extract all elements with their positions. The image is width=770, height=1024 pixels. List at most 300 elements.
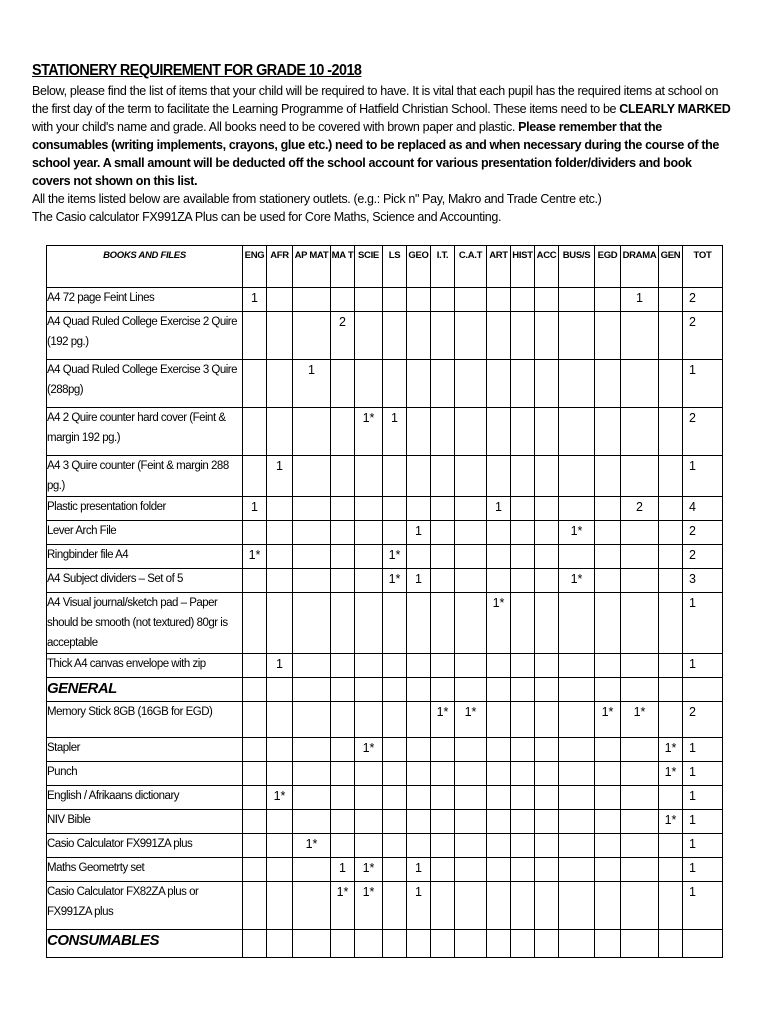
total-cell: 2: [683, 702, 723, 738]
table-row: [47, 312, 723, 360]
quantity-cell: [595, 497, 621, 521]
column-header: TOT: [683, 246, 723, 288]
quantity-cell: [511, 408, 535, 456]
quantity-cell: 1: [407, 569, 431, 593]
quantity-cell: [355, 288, 383, 312]
item-name: A4 Subject dividers – Set of 5: [47, 569, 243, 593]
quantity-cell: [267, 569, 293, 593]
quantity-cell: [383, 360, 407, 408]
quantity-cell: [595, 521, 621, 545]
quantity-cell: [431, 593, 455, 654]
total-cell: 1: [683, 456, 723, 497]
quantity-cell: [487, 762, 511, 786]
quantity-cell: [383, 882, 407, 930]
quantity-cell: [383, 858, 407, 882]
empty-cell: [621, 930, 659, 958]
quantity-cell: [595, 456, 621, 497]
quantity-cell: [455, 786, 487, 810]
empty-cell: [455, 930, 487, 958]
quantity-cell: [595, 545, 621, 569]
quantity-cell: [455, 593, 487, 654]
quantity-cell: 1*: [559, 521, 595, 545]
section-label: CONSUMABLES: [47, 930, 243, 958]
quantity-cell: 1: [267, 456, 293, 497]
quantity-cell: [293, 858, 331, 882]
quantity-cell: [595, 593, 621, 654]
quantity-cell: [595, 882, 621, 930]
quantity-cell: [487, 521, 511, 545]
quantity-cell: [383, 497, 407, 521]
item-name: Punch: [47, 762, 243, 786]
quantity-cell: [659, 497, 683, 521]
empty-cell: [511, 678, 535, 702]
column-header: MA T: [331, 246, 355, 288]
quantity-cell: [455, 834, 487, 858]
quantity-cell: [559, 654, 595, 678]
item-name: Stapler: [47, 738, 243, 762]
empty-cell: [431, 678, 455, 702]
quantity-cell: [621, 858, 659, 882]
empty-cell: [595, 930, 621, 958]
quantity-cell: [659, 834, 683, 858]
quantity-cell: 1*: [659, 810, 683, 834]
quantity-cell: 1*: [355, 858, 383, 882]
quantity-cell: [331, 288, 355, 312]
quantity-cell: 1: [407, 521, 431, 545]
quantity-cell: [487, 456, 511, 497]
empty-cell: [535, 678, 559, 702]
quantity-cell: [431, 654, 455, 678]
quantity-cell: [621, 786, 659, 810]
column-header: BUS/S: [559, 246, 595, 288]
quantity-cell: [511, 360, 535, 408]
quantity-cell: [487, 786, 511, 810]
quantity-cell: [331, 593, 355, 654]
quantity-cell: [331, 569, 355, 593]
quantity-cell: [559, 786, 595, 810]
quantity-cell: [535, 545, 559, 569]
quantity-cell: [535, 786, 559, 810]
quantity-cell: [595, 288, 621, 312]
quantity-cell: [243, 858, 267, 882]
quantity-cell: [621, 810, 659, 834]
quantity-cell: [487, 882, 511, 930]
quantity-cell: [355, 521, 383, 545]
total-cell: 4: [683, 497, 723, 521]
column-header: SCIE: [355, 246, 383, 288]
quantity-cell: [383, 738, 407, 762]
quantity-cell: [267, 408, 293, 456]
quantity-cell: [621, 834, 659, 858]
quantity-cell: [407, 593, 431, 654]
empty-cell: [659, 678, 683, 702]
quantity-cell: [243, 702, 267, 738]
quantity-cell: [383, 762, 407, 786]
quantity-cell: [487, 312, 511, 360]
quantity-cell: [293, 408, 331, 456]
quantity-cell: 1*: [487, 593, 511, 654]
quantity-cell: [659, 569, 683, 593]
quantity-cell: [511, 762, 535, 786]
quantity-cell: [267, 834, 293, 858]
quantity-cell: [431, 312, 455, 360]
quantity-cell: [535, 569, 559, 593]
quantity-cell: [293, 882, 331, 930]
column-header: I.T.: [431, 246, 455, 288]
quantity-cell: 1*: [355, 882, 383, 930]
quantity-cell: [431, 882, 455, 930]
column-header: HIST: [511, 246, 535, 288]
quantity-cell: [383, 521, 407, 545]
quantity-cell: [511, 858, 535, 882]
table-row: [47, 882, 723, 930]
quantity-cell: [487, 702, 511, 738]
section-label: GENERAL: [47, 678, 243, 702]
quantity-cell: [243, 360, 267, 408]
quantity-cell: [431, 360, 455, 408]
quantity-cell: [659, 593, 683, 654]
column-header: C.A.T: [455, 246, 487, 288]
quantity-cell: [293, 569, 331, 593]
quantity-cell: [559, 497, 595, 521]
empty-cell: [355, 930, 383, 958]
quantity-cell: [455, 497, 487, 521]
quantity-cell: [355, 360, 383, 408]
quantity-cell: 1: [407, 882, 431, 930]
quantity-cell: [293, 288, 331, 312]
quantity-cell: [383, 702, 407, 738]
column-header: AFR: [267, 246, 293, 288]
quantity-cell: [621, 545, 659, 569]
quantity-cell: [487, 738, 511, 762]
quantity-cell: [621, 521, 659, 545]
quantity-cell: [621, 360, 659, 408]
quantity-cell: [621, 569, 659, 593]
empty-cell: [243, 930, 267, 958]
empty-cell: [407, 678, 431, 702]
quantity-cell: [659, 882, 683, 930]
quantity-cell: [267, 312, 293, 360]
quantity-cell: [293, 810, 331, 834]
quantity-cell: [659, 312, 683, 360]
quantity-cell: [407, 360, 431, 408]
section-row: [47, 678, 723, 702]
total-cell: 1: [683, 738, 723, 762]
table-row: [47, 521, 723, 545]
quantity-cell: [431, 858, 455, 882]
quantity-cell: 1*: [383, 569, 407, 593]
quantity-cell: [659, 786, 683, 810]
quantity-cell: [355, 702, 383, 738]
total-cell: 2: [683, 288, 723, 312]
quantity-cell: [595, 654, 621, 678]
stationery-table: [46, 245, 723, 958]
quantity-cell: [331, 834, 355, 858]
intro-bold-marked: CLEARLY MARKED: [619, 102, 731, 116]
quantity-cell: [511, 810, 535, 834]
empty-cell: [355, 678, 383, 702]
quantity-cell: [535, 593, 559, 654]
quantity-cell: 1*: [355, 408, 383, 456]
quantity-cell: 1*: [431, 702, 455, 738]
quantity-cell: [455, 858, 487, 882]
empty-cell: [243, 678, 267, 702]
table-row: [47, 360, 723, 408]
quantity-cell: 1: [487, 497, 511, 521]
quantity-cell: [267, 545, 293, 569]
empty-cell: [383, 678, 407, 702]
table-row: [47, 738, 723, 762]
quantity-cell: [355, 497, 383, 521]
item-name: Ringbinder file A4: [47, 545, 243, 569]
quantity-cell: [511, 593, 535, 654]
item-name: English / Afrikaans dictionary: [47, 786, 243, 810]
quantity-cell: [455, 521, 487, 545]
empty-cell: [331, 678, 355, 702]
quantity-cell: [293, 762, 331, 786]
quantity-cell: 1: [383, 408, 407, 456]
quantity-cell: [293, 312, 331, 360]
total-cell: 2: [683, 408, 723, 456]
quantity-cell: [243, 738, 267, 762]
quantity-cell: [431, 545, 455, 569]
quantity-cell: [559, 545, 595, 569]
quantity-cell: [407, 702, 431, 738]
item-name: Casio Calculator FX82ZA plus or FX991ZA plus: [47, 882, 243, 930]
quantity-cell: [407, 810, 431, 834]
quantity-cell: [535, 521, 559, 545]
quantity-cell: [407, 288, 431, 312]
quantity-cell: [455, 360, 487, 408]
quantity-cell: [331, 654, 355, 678]
quantity-cell: 1: [293, 360, 331, 408]
quantity-cell: 1*: [559, 569, 595, 593]
quantity-cell: 1: [267, 654, 293, 678]
quantity-cell: [535, 408, 559, 456]
quantity-cell: 1*: [331, 882, 355, 930]
quantity-cell: [355, 312, 383, 360]
quantity-cell: [455, 312, 487, 360]
quantity-cell: [431, 497, 455, 521]
quantity-cell: [293, 654, 331, 678]
table-row: [47, 288, 723, 312]
quantity-cell: [407, 312, 431, 360]
quantity-cell: [659, 360, 683, 408]
quantity-cell: [595, 810, 621, 834]
quantity-cell: [511, 497, 535, 521]
quantity-cell: [559, 738, 595, 762]
quantity-cell: [621, 882, 659, 930]
quantity-cell: [293, 786, 331, 810]
quantity-cell: [559, 858, 595, 882]
empty-cell: [659, 930, 683, 958]
quantity-cell: [331, 456, 355, 497]
quantity-cell: [559, 360, 595, 408]
quantity-cell: [243, 762, 267, 786]
quantity-cell: [487, 834, 511, 858]
total-cell: 1: [683, 654, 723, 678]
empty-cell: [331, 930, 355, 958]
quantity-cell: [267, 593, 293, 654]
quantity-cell: [535, 858, 559, 882]
total-cell: 1: [683, 360, 723, 408]
quantity-cell: [659, 654, 683, 678]
table-row: [47, 762, 723, 786]
quantity-cell: [535, 882, 559, 930]
quantity-cell: [431, 810, 455, 834]
quantity-cell: [559, 882, 595, 930]
empty-cell: [455, 678, 487, 702]
quantity-cell: [355, 545, 383, 569]
total-cell: 1: [683, 762, 723, 786]
quantity-cell: [267, 702, 293, 738]
quantity-cell: 1*: [659, 738, 683, 762]
quantity-cell: [267, 858, 293, 882]
quantity-cell: [431, 738, 455, 762]
quantity-cell: [487, 545, 511, 569]
intro-bold-consumables: Please remember that the consumables (writing implements, crayons, glue etc.) need to be replaced as and when necessary during the course of the school year. A small amount will be deducted off the school account for various presentation folder/dividers and book covers not shown on this list.: [32, 120, 720, 188]
quantity-cell: [535, 360, 559, 408]
quantity-cell: [511, 882, 535, 930]
quantity-cell: [535, 810, 559, 834]
quantity-cell: [383, 456, 407, 497]
quantity-cell: [293, 545, 331, 569]
quantity-cell: [487, 360, 511, 408]
quantity-cell: [455, 738, 487, 762]
table-row: [47, 654, 723, 678]
intro-text: [32, 82, 732, 226]
empty-cell: [267, 678, 293, 702]
quantity-cell: [595, 408, 621, 456]
quantity-cell: [407, 497, 431, 521]
page-title: STATIONERY REQUIREMENT FOR GRADE 10 -2018: [32, 62, 362, 79]
quantity-cell: [331, 738, 355, 762]
empty-cell: [559, 678, 595, 702]
column-header: ACC: [535, 246, 559, 288]
quantity-cell: [407, 834, 431, 858]
column-header: DRAMA: [621, 246, 659, 288]
quantity-cell: [355, 569, 383, 593]
item-name: Thick A4 canvas envelope with zip: [47, 654, 243, 678]
quantity-cell: [559, 312, 595, 360]
table-header-row: [47, 246, 723, 288]
quantity-cell: [383, 593, 407, 654]
total-cell: 1: [683, 834, 723, 858]
quantity-cell: [267, 810, 293, 834]
empty-cell: [511, 930, 535, 958]
quantity-cell: [511, 786, 535, 810]
quantity-cell: [659, 408, 683, 456]
quantity-cell: [535, 288, 559, 312]
item-name: Lever Arch File: [47, 521, 243, 545]
column-header: AP MAT: [293, 246, 331, 288]
quantity-cell: [621, 762, 659, 786]
quantity-cell: [595, 360, 621, 408]
quantity-cell: [487, 654, 511, 678]
quantity-cell: [487, 810, 511, 834]
quantity-cell: [355, 762, 383, 786]
quantity-cell: 1: [331, 858, 355, 882]
table-row: [47, 786, 723, 810]
quantity-cell: [659, 521, 683, 545]
quantity-cell: [659, 702, 683, 738]
intro-paragraph-1: [32, 82, 732, 190]
quantity-cell: [621, 408, 659, 456]
item-name: A4 Visual journal/sketch pad – Paper should be smooth (not textured) 80gr is acceptable: [47, 593, 243, 654]
item-name: Casio Calculator FX991ZA plus: [47, 834, 243, 858]
column-header: ENG: [243, 246, 267, 288]
quantity-cell: [559, 456, 595, 497]
quantity-cell: [243, 654, 267, 678]
item-name: A4 Quad Ruled College Exercise 2 Quire (192 pg.): [47, 312, 243, 360]
quantity-cell: [331, 702, 355, 738]
quantity-cell: [267, 882, 293, 930]
column-header: ART: [487, 246, 511, 288]
quantity-cell: [407, 762, 431, 786]
quantity-cell: [559, 593, 595, 654]
quantity-cell: [293, 738, 331, 762]
quantity-cell: [355, 810, 383, 834]
item-name: NIV Bible: [47, 810, 243, 834]
intro-text-b: with your child's name and grade. All books need to be covered with brown paper and plastic.: [32, 120, 519, 134]
item-name: A4 Quad Ruled College Exercise 3 Quire (288pg): [47, 360, 243, 408]
quantity-cell: [621, 456, 659, 497]
column-header: GEO: [407, 246, 431, 288]
quantity-cell: [487, 569, 511, 593]
quantity-cell: [407, 786, 431, 810]
empty-cell: [621, 678, 659, 702]
quantity-cell: [383, 288, 407, 312]
quantity-cell: [511, 288, 535, 312]
intro-paragraph-3: The Casio calculator FX991ZA Plus can be used for Core Maths, Science and Accounting.: [32, 210, 502, 224]
quantity-cell: [595, 738, 621, 762]
quantity-cell: 2: [331, 312, 355, 360]
empty-cell: [683, 678, 723, 702]
document-page: [32, 62, 770, 226]
quantity-cell: [243, 593, 267, 654]
total-cell: 1: [683, 810, 723, 834]
quantity-cell: [535, 738, 559, 762]
item-name: Plastic presentation folder: [47, 497, 243, 521]
quantity-cell: [511, 738, 535, 762]
item-name: Maths Geometrty set: [47, 858, 243, 882]
quantity-cell: [407, 408, 431, 456]
empty-cell: [431, 930, 455, 958]
table-row: [47, 858, 723, 882]
quantity-cell: [659, 545, 683, 569]
quantity-cell: [595, 858, 621, 882]
quantity-cell: [383, 786, 407, 810]
empty-cell: [487, 678, 511, 702]
quantity-cell: [243, 834, 267, 858]
quantity-cell: [293, 521, 331, 545]
quantity-cell: [487, 408, 511, 456]
quantity-cell: [487, 858, 511, 882]
quantity-cell: [595, 762, 621, 786]
quantity-cell: [487, 288, 511, 312]
quantity-cell: [383, 312, 407, 360]
quantity-cell: 1*: [293, 834, 331, 858]
quantity-cell: 1*: [595, 702, 621, 738]
quantity-cell: [621, 738, 659, 762]
table-row: [47, 545, 723, 569]
table-row: [47, 593, 723, 654]
quantity-cell: [293, 702, 331, 738]
quantity-cell: [455, 456, 487, 497]
quantity-cell: [407, 456, 431, 497]
quantity-cell: [559, 762, 595, 786]
quantity-cell: [621, 654, 659, 678]
